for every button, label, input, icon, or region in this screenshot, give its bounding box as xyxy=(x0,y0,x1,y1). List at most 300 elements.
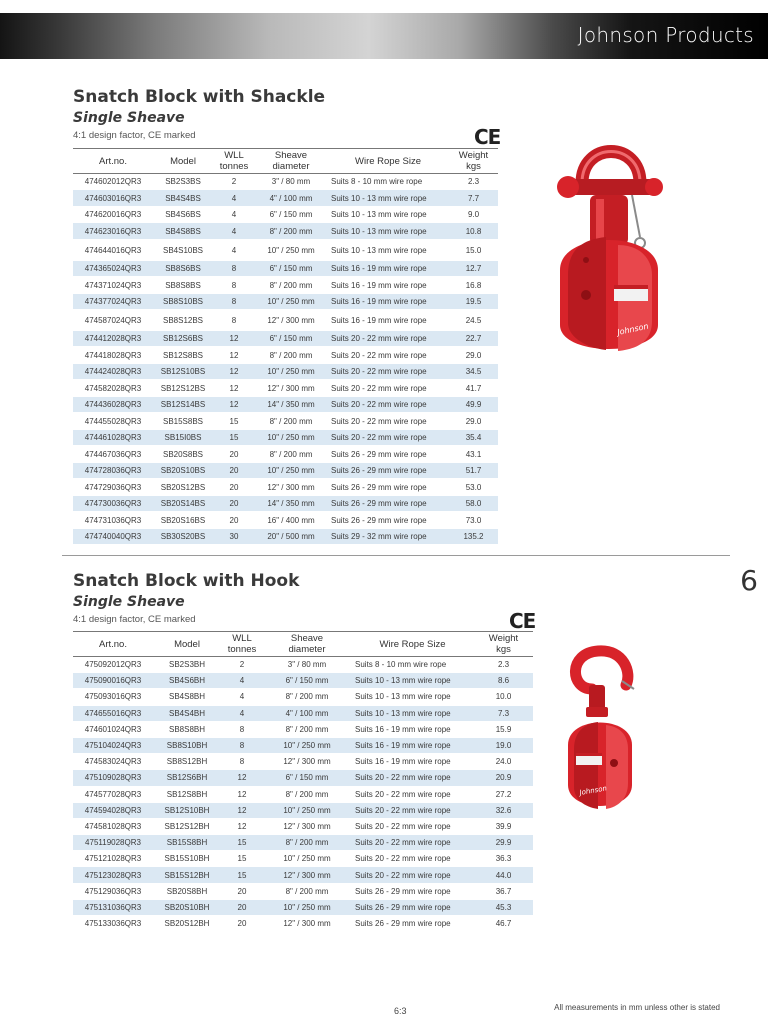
weight-cell: 39.9 xyxy=(474,818,533,834)
table-row xyxy=(73,240,498,261)
table-row xyxy=(73,397,498,413)
weight-cell: 9.0 xyxy=(449,207,498,223)
weight-cell: 29.0 xyxy=(449,347,498,364)
wire-rope-cell: Suits 26 - 29 mm wire rope xyxy=(327,512,449,529)
table-header-row xyxy=(73,149,498,174)
model-cell: SB20S8BH xyxy=(153,883,221,899)
sheave-cell: 4" / 100 mm xyxy=(263,705,351,721)
measurement-footnote: All measurements in mm unless other is stated xyxy=(554,1003,720,1012)
sheave-cell: 8" / 200 mm xyxy=(263,721,351,737)
art-no-cell: 474602012QR3 xyxy=(73,174,153,190)
weight-cell: 44.0 xyxy=(474,867,533,883)
table-row xyxy=(73,347,498,364)
wll-cell: 12 xyxy=(221,818,263,834)
wire-rope-cell: Suits 26 - 29 mm wire rope xyxy=(351,899,474,915)
model-cell: SB4S4BH xyxy=(153,705,221,721)
wire-rope-cell: Suits 20 - 22 mm wire rope xyxy=(327,331,449,347)
wire-rope-cell: Suits 26 - 29 mm wire rope xyxy=(327,479,449,496)
wire-rope-cell: Suits 20 - 22 mm wire rope xyxy=(351,818,474,834)
model-cell: SB15S10BH xyxy=(153,851,221,867)
wire-rope-cell: Suits 16 - 19 mm wire rope xyxy=(327,277,449,294)
model-cell: SB8S12BH xyxy=(153,754,221,770)
art-no-cell: 474587024QR3 xyxy=(73,310,153,331)
wll-cell: 30 xyxy=(213,529,255,545)
weight-cell: 32.6 xyxy=(474,802,533,818)
wire-rope-cell: Suits 20 - 22 mm wire rope xyxy=(351,770,474,786)
model-cell: SB4S6BS xyxy=(153,207,213,223)
art-no-cell: 475093016QR3 xyxy=(73,689,153,705)
wire-rope-cell: Suits 20 - 22 mm wire rope xyxy=(351,851,474,867)
art-no-cell: 474365024QR3 xyxy=(73,261,153,277)
svg-text:Johnson: Johnson xyxy=(578,784,608,797)
wire-rope-cell: Suits 26 - 29 mm wire rope xyxy=(351,883,474,899)
table-row xyxy=(73,818,533,834)
table-row xyxy=(73,673,533,689)
wire-rope-cell: Suits 20 - 22 mm wire rope xyxy=(351,835,474,851)
col-art-no: Art.no. xyxy=(73,149,153,174)
table-row xyxy=(73,479,498,496)
wire-rope-cell: Suits 26 - 29 mm wire rope xyxy=(351,916,474,932)
art-no-cell: 475131036QR3 xyxy=(73,899,153,915)
weight-cell: 27.2 xyxy=(474,786,533,802)
weight-cell: 135.2 xyxy=(449,529,498,545)
hook-design-note: 4:1 design factor, CE marked xyxy=(73,614,196,625)
table-row xyxy=(73,364,498,380)
art-no-cell: 474461028QR3 xyxy=(73,430,153,446)
wll-cell: 8 xyxy=(213,294,255,310)
art-no-cell: 474455028QR3 xyxy=(73,413,153,430)
shackle-section-title: Snatch Block with Shackle xyxy=(73,87,326,107)
sheave-cell: 16" / 400 mm xyxy=(255,512,327,529)
weight-cell: 10.0 xyxy=(474,689,533,705)
wll-cell: 8 xyxy=(221,737,263,753)
sheave-cell: 6" / 150 mm xyxy=(263,770,351,786)
chapter-number: 6 xyxy=(740,564,758,597)
weight-cell: 2.3 xyxy=(474,657,533,673)
col-art-no: Art.no. xyxy=(73,632,153,657)
table-row xyxy=(73,899,533,915)
weight-cell: 53.0 xyxy=(449,479,498,496)
wll-cell: 4 xyxy=(221,689,263,705)
wire-rope-cell: Suits 16 - 19 mm wire rope xyxy=(327,294,449,310)
wire-rope-cell: Suits 10 - 13 mm wire rope xyxy=(327,207,449,223)
art-no-cell: 474603016QR3 xyxy=(73,190,153,207)
wire-rope-cell: Suits 10 - 13 mm wire rope xyxy=(351,673,474,689)
wire-rope-cell: Suits 10 - 13 mm wire rope xyxy=(327,190,449,207)
weight-cell: 19.0 xyxy=(474,737,533,753)
table-row xyxy=(73,223,498,240)
table-row xyxy=(73,802,533,818)
model-cell: SB15S8BH xyxy=(153,835,221,851)
ce-mark-icon: CE xyxy=(509,609,536,633)
snatch-block-shackle-image xyxy=(548,135,678,365)
wire-rope-cell: Suits 20 - 22 mm wire rope xyxy=(327,413,449,430)
model-cell: SB20S12BS xyxy=(153,479,213,496)
weight-cell: 51.7 xyxy=(449,463,498,479)
shackle-spec-table xyxy=(73,148,498,545)
wll-cell: 12 xyxy=(221,802,263,818)
col-wire-rope: Wire Rope Size xyxy=(327,149,449,174)
model-cell: SB4S8BH xyxy=(153,689,221,705)
art-no-cell: 475092012QR3 xyxy=(73,657,153,673)
wll-cell: 20 xyxy=(221,899,263,915)
wll-cell: 12 xyxy=(213,331,255,347)
header-banner xyxy=(0,13,768,59)
sheave-cell: 8" / 200 mm xyxy=(263,689,351,705)
wll-cell: 12 xyxy=(221,770,263,786)
wire-rope-cell: Suits 10 - 13 mm wire rope xyxy=(327,223,449,240)
art-no-cell: 474424028QR3 xyxy=(73,364,153,380)
wire-rope-cell: Suits 26 - 29 mm wire rope xyxy=(327,446,449,463)
model-cell: SB15S12BH xyxy=(153,867,221,883)
shackle-design-note: 4:1 design factor, CE marked xyxy=(73,130,196,141)
sheave-cell: 8" / 200 mm xyxy=(263,786,351,802)
art-no-cell: 474730036QR3 xyxy=(73,496,153,512)
model-cell: SB12S6BS xyxy=(153,331,213,347)
sheave-cell: 12" / 300 mm xyxy=(255,479,327,496)
sheave-cell: 3" / 80 mm xyxy=(255,174,327,190)
hook-section-title: Snatch Block with Hook xyxy=(73,571,300,591)
wll-cell: 4 xyxy=(213,190,255,207)
col-sheave xyxy=(255,149,327,174)
model-cell: SB12S12BS xyxy=(153,380,213,397)
wll-cell: 20 xyxy=(221,883,263,899)
sheave-cell: 8" / 200 mm xyxy=(263,883,351,899)
weight-cell: 29.0 xyxy=(449,413,498,430)
weight-cell: 58.0 xyxy=(449,496,498,512)
table-row xyxy=(73,689,533,705)
sheave-cell: 12" / 300 mm xyxy=(263,867,351,883)
weight-cell: 36.3 xyxy=(474,851,533,867)
sheave-cell: 10" / 250 mm xyxy=(255,364,327,380)
wire-rope-cell: Suits 16 - 19 mm wire rope xyxy=(327,261,449,277)
art-no-cell: 474583024QR3 xyxy=(73,754,153,770)
col-wire-rope: Wire Rope Size xyxy=(351,632,474,657)
wire-rope-cell: Suits 20 - 22 mm wire rope xyxy=(351,867,474,883)
model-cell: SB8S10BH xyxy=(153,737,221,753)
brand-title: Johnson Products xyxy=(577,23,754,47)
wire-rope-cell: Suits 26 - 29 mm wire rope xyxy=(327,496,449,512)
table-row xyxy=(73,310,498,331)
art-no-cell: 475123028QR3 xyxy=(73,867,153,883)
shackle-section-subtitle: Single Sheave xyxy=(73,110,185,126)
weight-cell: 16.8 xyxy=(449,277,498,294)
wire-rope-cell: Suits 20 - 22 mm wire rope xyxy=(327,364,449,380)
model-cell: SB15I0BS xyxy=(153,430,213,446)
sheave-cell: 3" / 80 mm xyxy=(263,657,351,673)
model-cell: SB12S12BH xyxy=(153,818,221,834)
sheave-cell: 10" / 250 mm xyxy=(255,430,327,446)
col-weight xyxy=(449,149,498,174)
art-no-cell: 475119028QR3 xyxy=(73,835,153,851)
model-cell: SB20S10BH xyxy=(153,899,221,915)
model-cell: SB12S10BS xyxy=(153,364,213,380)
weight-cell: 12.7 xyxy=(449,261,498,277)
art-no-cell: 474594028QR3 xyxy=(73,802,153,818)
wll-cell: 12 xyxy=(213,364,255,380)
table-row xyxy=(73,261,498,277)
wire-rope-cell: Suits 20 - 22 mm wire rope xyxy=(327,430,449,446)
weight-cell: 7.3 xyxy=(474,705,533,721)
model-cell: SB20S16BS xyxy=(153,512,213,529)
wll-cell: 2 xyxy=(213,174,255,190)
ce-mark-icon: CE xyxy=(474,125,501,149)
model-cell: SB4S8BS xyxy=(153,223,213,240)
col-wll-label: WLL tonnes xyxy=(227,633,257,655)
art-no-cell: 474581028QR3 xyxy=(73,818,153,834)
art-no-cell: 474412028QR3 xyxy=(73,331,153,347)
model-cell: SB20S10BS xyxy=(153,463,213,479)
wire-rope-cell: Suits 16 - 19 mm wire rope xyxy=(351,754,474,770)
weight-cell: 29.9 xyxy=(474,835,533,851)
table-row xyxy=(73,851,533,867)
model-cell: SB30S20BS xyxy=(153,529,213,545)
weight-cell: 41.7 xyxy=(449,380,498,397)
table-row xyxy=(73,529,498,545)
wire-rope-cell: Suits 16 - 19 mm wire rope xyxy=(351,721,474,737)
section-divider xyxy=(62,555,730,556)
model-cell: SB4S10BS xyxy=(153,240,213,261)
wll-cell: 4 xyxy=(213,207,255,223)
model-cell: SB4S4BS xyxy=(153,190,213,207)
art-no-cell: 474740040QR3 xyxy=(73,529,153,545)
art-no-cell: 474467036QR3 xyxy=(73,446,153,463)
model-cell: SB20S12BH xyxy=(153,916,221,932)
col-weight xyxy=(474,632,533,657)
wll-cell: 8 xyxy=(213,310,255,331)
wire-rope-cell: Suits 20 - 22 mm wire rope xyxy=(327,380,449,397)
col-sheave-label: Sheave diameter xyxy=(288,633,326,655)
art-no-cell: 474644016QR3 xyxy=(73,240,153,261)
sheave-cell: 6" / 150 mm xyxy=(263,673,351,689)
wll-cell: 20 xyxy=(213,496,255,512)
table-row xyxy=(73,721,533,737)
art-no-cell: 474655016QR3 xyxy=(73,705,153,721)
art-no-cell: 474623016QR3 xyxy=(73,223,153,240)
weight-cell: 35.4 xyxy=(449,430,498,446)
wll-cell: 15 xyxy=(221,835,263,851)
model-cell: SB8S8BH xyxy=(153,721,221,737)
art-no-cell: 475121028QR3 xyxy=(73,851,153,867)
table-row xyxy=(73,835,533,851)
sheave-cell: 12" / 300 mm xyxy=(255,310,327,331)
wire-rope-cell: Suits 10 - 13 mm wire rope xyxy=(351,689,474,705)
weight-cell: 73.0 xyxy=(449,512,498,529)
col-weight-label: Weight kgs xyxy=(488,633,519,655)
sheave-cell: 12" / 300 mm xyxy=(263,818,351,834)
art-no-cell: 474729036QR3 xyxy=(73,479,153,496)
wire-rope-cell: Suits 29 - 32 mm wire rope xyxy=(327,529,449,545)
art-no-cell: 474731036QR3 xyxy=(73,512,153,529)
sheave-cell: 12" / 300 mm xyxy=(255,380,327,397)
wire-rope-cell: Suits 20 - 22 mm wire rope xyxy=(351,786,474,802)
sheave-cell: 4" / 100 mm xyxy=(255,190,327,207)
shackle-table-body xyxy=(73,174,498,545)
sheave-cell: 14" / 350 mm xyxy=(255,397,327,413)
wire-rope-cell: Suits 20 - 22 mm wire rope xyxy=(327,397,449,413)
hook-spec-table xyxy=(73,631,533,932)
model-cell: SB8S10BS xyxy=(153,294,213,310)
art-no-cell: 475104024QR3 xyxy=(73,737,153,753)
sheave-cell: 10" / 250 mm xyxy=(263,899,351,915)
weight-cell: 10.8 xyxy=(449,223,498,240)
wll-cell: 12 xyxy=(213,347,255,364)
weight-cell: 20.9 xyxy=(474,770,533,786)
weight-cell: 46.7 xyxy=(474,916,533,932)
model-cell: SB8S6BS xyxy=(153,261,213,277)
model-cell: SB2S3BS xyxy=(153,174,213,190)
sheave-cell: 8" / 200 mm xyxy=(255,413,327,430)
table-row xyxy=(73,737,533,753)
sheave-cell: 8" / 200 mm xyxy=(255,347,327,364)
weight-cell: 22.7 xyxy=(449,331,498,347)
table-row xyxy=(73,705,533,721)
wll-cell: 12 xyxy=(213,380,255,397)
wll-cell: 8 xyxy=(221,754,263,770)
wire-rope-cell: Suits 16 - 19 mm wire rope xyxy=(351,737,474,753)
col-wll-label: WLL tonnes xyxy=(219,150,249,172)
wll-cell: 20 xyxy=(213,479,255,496)
table-row xyxy=(73,786,533,802)
table-row xyxy=(73,277,498,294)
wire-rope-cell: Suits 10 - 13 mm wire rope xyxy=(351,705,474,721)
sheave-cell: 8" / 200 mm xyxy=(255,446,327,463)
sheave-cell: 8" / 200 mm xyxy=(263,835,351,851)
sheave-cell: 10" / 250 mm xyxy=(263,851,351,867)
page-number: 6:3 xyxy=(394,1006,407,1016)
wll-cell: 12 xyxy=(213,397,255,413)
art-no-cell: 474601024QR3 xyxy=(73,721,153,737)
art-no-cell: 474418028QR3 xyxy=(73,347,153,364)
table-row xyxy=(73,463,498,479)
wire-rope-cell: Suits 8 - 10 mm wire rope xyxy=(327,174,449,190)
wll-cell: 8 xyxy=(221,721,263,737)
model-cell: SB20S14BS xyxy=(153,496,213,512)
table-row xyxy=(73,512,498,529)
table-row xyxy=(73,413,498,430)
hook-table-body xyxy=(73,657,533,932)
wll-cell: 8 xyxy=(213,277,255,294)
sheave-cell: 6" / 150 mm xyxy=(255,207,327,223)
weight-cell: 7.7 xyxy=(449,190,498,207)
col-weight-label: Weight kgs xyxy=(458,150,489,172)
art-no-cell: 474577028QR3 xyxy=(73,786,153,802)
weight-cell: 34.5 xyxy=(449,364,498,380)
col-wll xyxy=(221,632,263,657)
sheave-cell: 14" / 350 mm xyxy=(255,496,327,512)
weight-cell: 8.6 xyxy=(474,673,533,689)
wll-cell: 20 xyxy=(213,463,255,479)
col-model: Model xyxy=(153,632,221,657)
weight-cell: 49.9 xyxy=(449,397,498,413)
weight-cell: 36.7 xyxy=(474,883,533,899)
sheave-cell: 10" / 250 mm xyxy=(263,802,351,818)
art-no-cell: 475109028QR3 xyxy=(73,770,153,786)
table-row xyxy=(73,916,533,932)
table-row xyxy=(73,883,533,899)
weight-cell: 24.0 xyxy=(474,754,533,770)
wire-rope-cell: Suits 10 - 13 mm wire rope xyxy=(327,240,449,261)
art-no-cell: 474377024QR3 xyxy=(73,294,153,310)
table-row xyxy=(73,207,498,223)
svg-text:Johnson: Johnson xyxy=(616,321,650,337)
sheave-cell: 12" / 300 mm xyxy=(263,754,351,770)
weight-cell: 2.3 xyxy=(449,174,498,190)
model-cell: SB12S14BS xyxy=(153,397,213,413)
model-cell: SB12S10BH xyxy=(153,802,221,818)
table-row xyxy=(73,430,498,446)
wll-cell: 20 xyxy=(213,446,255,463)
art-no-cell: 475129036QR3 xyxy=(73,883,153,899)
art-no-cell: 475133036QR3 xyxy=(73,916,153,932)
table-row xyxy=(73,174,498,190)
wll-cell: 20 xyxy=(221,916,263,932)
sheave-cell: 12" / 300 mm xyxy=(263,916,351,932)
model-cell: SB8S8BS xyxy=(153,277,213,294)
weight-cell: 15.9 xyxy=(474,721,533,737)
table-row xyxy=(73,496,498,512)
model-cell: SB15S8BS xyxy=(153,413,213,430)
wll-cell: 4 xyxy=(221,673,263,689)
col-wll xyxy=(213,149,255,174)
wire-rope-cell: Suits 26 - 29 mm wire rope xyxy=(327,463,449,479)
table-row xyxy=(73,380,498,397)
wll-cell: 12 xyxy=(221,786,263,802)
wire-rope-cell: Suits 20 - 22 mm wire rope xyxy=(327,347,449,364)
art-no-cell: 474620016QR3 xyxy=(73,207,153,223)
model-cell: SB4S6BH xyxy=(153,673,221,689)
art-no-cell: 474728036QR3 xyxy=(73,463,153,479)
art-no-cell: 475090016QR3 xyxy=(73,673,153,689)
col-model: Model xyxy=(153,149,213,174)
weight-cell: 45.3 xyxy=(474,899,533,915)
art-no-cell: 474582028QR3 xyxy=(73,380,153,397)
snatch-block-hook-image xyxy=(562,645,642,825)
wll-cell: 15 xyxy=(221,851,263,867)
table-row xyxy=(73,754,533,770)
wll-cell: 20 xyxy=(213,512,255,529)
wire-rope-cell: Suits 8 - 10 mm wire rope xyxy=(351,657,474,673)
weight-cell: 24.5 xyxy=(449,310,498,331)
col-sheave-label: Sheave diameter xyxy=(272,150,310,172)
col-sheave xyxy=(263,632,351,657)
wll-cell: 2 xyxy=(221,657,263,673)
table-row xyxy=(73,867,533,883)
wll-cell: 15 xyxy=(213,413,255,430)
art-no-cell: 474436028QR3 xyxy=(73,397,153,413)
sheave-cell: 10" / 250 mm xyxy=(255,294,327,310)
model-cell: SB12S6BH xyxy=(153,770,221,786)
wll-cell: 4 xyxy=(213,223,255,240)
wire-rope-cell: Suits 16 - 19 mm wire rope xyxy=(327,310,449,331)
table-row xyxy=(73,770,533,786)
art-no-cell: 474371024QR3 xyxy=(73,277,153,294)
weight-cell: 19.5 xyxy=(449,294,498,310)
table-row xyxy=(73,657,533,673)
wll-cell: 15 xyxy=(221,867,263,883)
sheave-cell: 20" / 500 mm xyxy=(255,529,327,545)
model-cell: SB20S8BS xyxy=(153,446,213,463)
weight-cell: 43.1 xyxy=(449,446,498,463)
wire-rope-cell: Suits 20 - 22 mm wire rope xyxy=(351,802,474,818)
model-cell: SB2S3BH xyxy=(153,657,221,673)
sheave-cell: 10" / 250 mm xyxy=(255,463,327,479)
weight-cell: 15.0 xyxy=(449,240,498,261)
wll-cell: 15 xyxy=(213,430,255,446)
wll-cell: 8 xyxy=(213,261,255,277)
sheave-cell: 10" / 250 mm xyxy=(255,240,327,261)
table-header-row xyxy=(73,632,533,657)
